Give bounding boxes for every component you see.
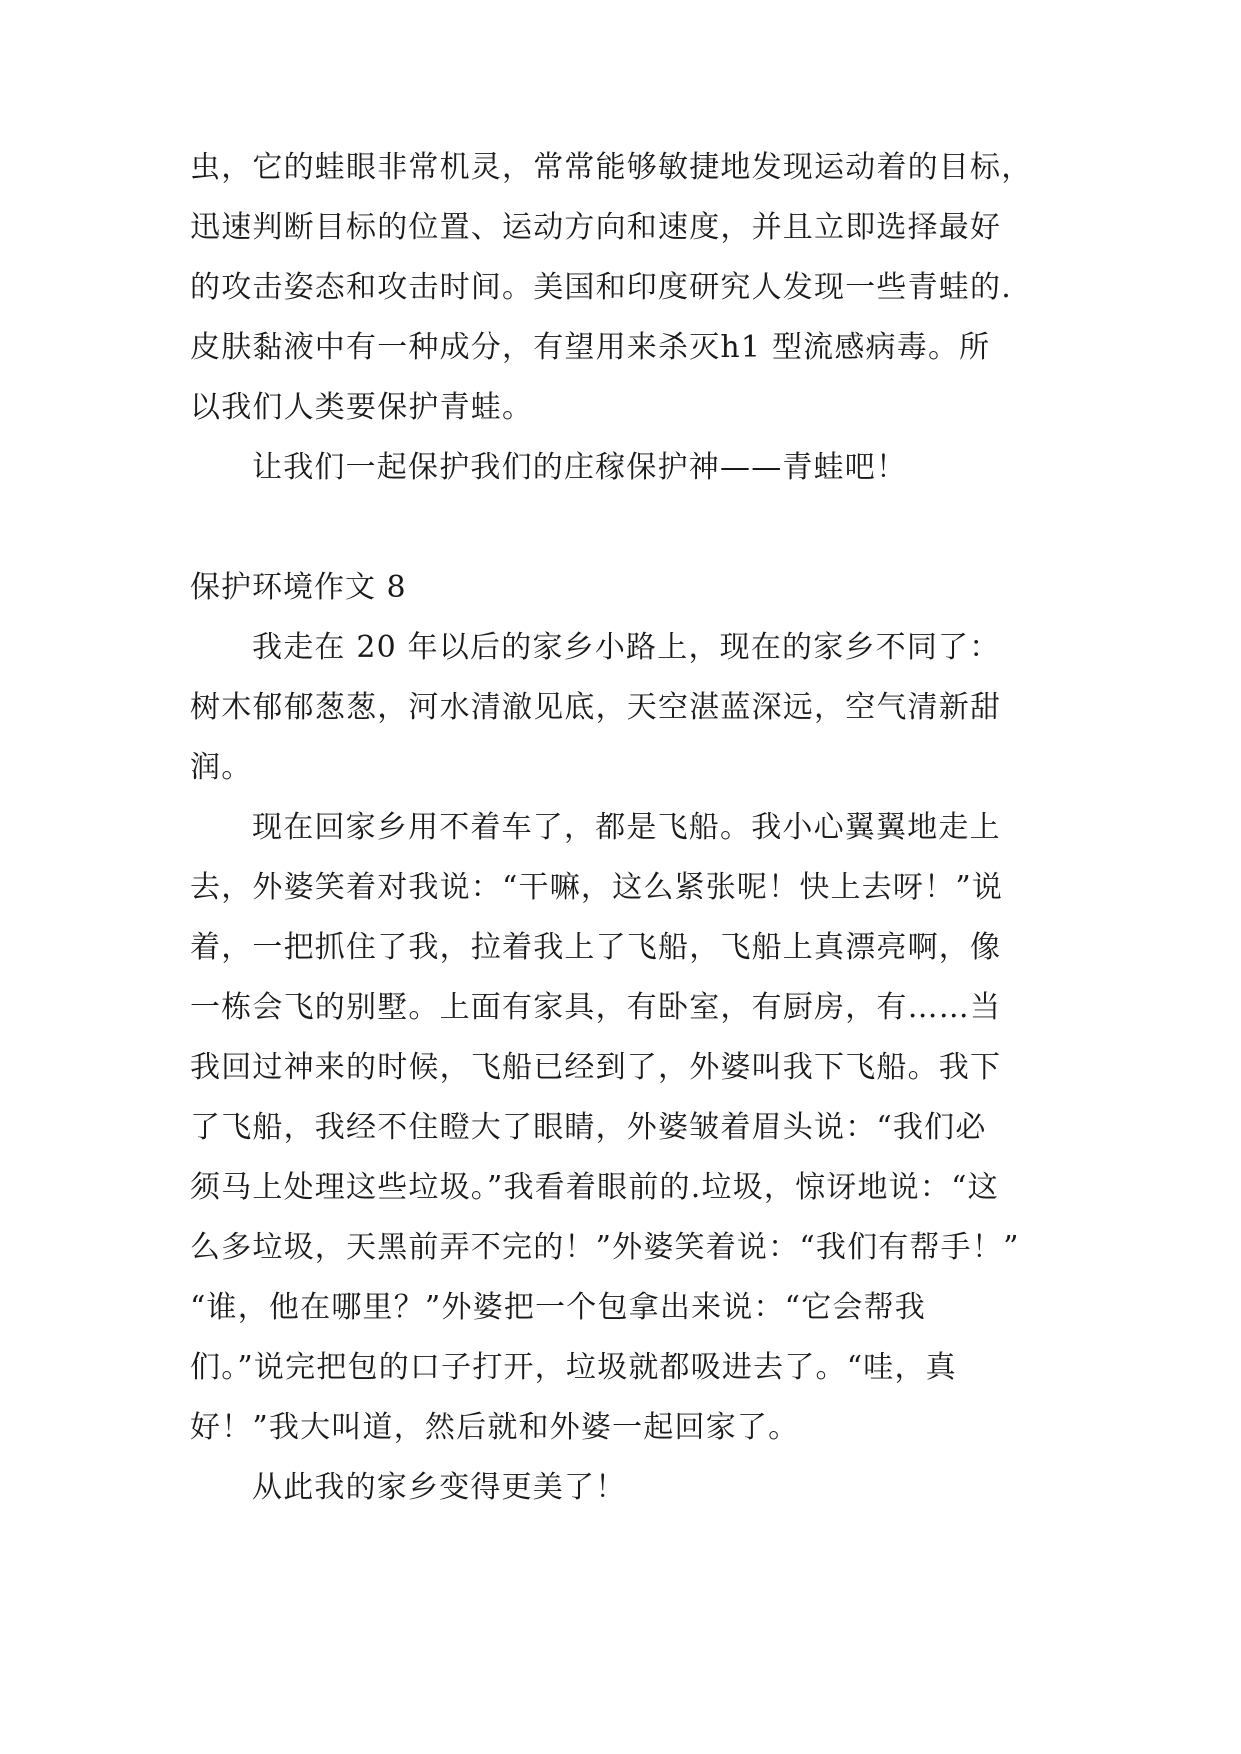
section-title: 保护环境作文 8	[190, 570, 407, 605]
paragraph-line: 以我们人类要保护青蛙。	[190, 390, 534, 425]
paragraph-line: 现在回家乡用不着车了，都是飞船。我小心翼翼地走上	[252, 810, 1001, 845]
paragraph-line: 我回过神来的时候，飞船已经到了，外婆叫我下飞船。我下	[190, 1050, 1002, 1085]
paragraph-line: 么多垃圾，天黑前弄不完的！”外婆笑着说：“我们有帮手！”	[190, 1230, 1020, 1265]
paragraph-line: 润。	[190, 750, 253, 785]
paragraph-line: “谁，他在哪里？”外婆把一个包拿出来说：“它会帮我	[190, 1290, 927, 1325]
paragraph-line: 一栋会飞的别墅。上面有家具，有卧室，有厨房，有……当	[190, 990, 1002, 1025]
paragraph-line: 从此我的家乡变得更美了！	[252, 1470, 627, 1505]
paragraph-line: 的攻击姿态和攻击时间。美国和印度研究人发现一些青蛙的.	[190, 270, 1012, 305]
paragraph-line: 好！”我大叫道，然后就和外婆一起回家了。	[190, 1410, 800, 1445]
paragraph-line: 我走在 20 年以后的家乡小路上，现在的家乡不同了：	[252, 630, 1001, 665]
paragraph-line: 虫，它的蛙眼非常机灵，常常能够敏捷地发现运动着的目标，	[190, 150, 1033, 185]
paragraph-line: 了飞船，我经不住瞪大了眼睛，外婆皱着眉头说：“我们必	[190, 1110, 987, 1145]
paragraph-line: 皮肤黏液中有一种成分，有望用来杀灭h1 型流感病毒。所	[190, 330, 991, 365]
paragraph-line: 树木郁郁葱葱，河水清澈见底，天空湛蓝深远，空气清新甜	[190, 690, 1002, 725]
closing-line: 让我们一起保护我们的庄稼保护神——青蛙吧！	[252, 450, 908, 485]
paragraph-line: 须马上处理这些垃圾。”我看着眼前的.垃圾，惊讶地说：“这	[190, 1170, 999, 1205]
paragraph-line: 着，一把抓住了我，拉着我上了飞船，飞船上真漂亮啊，像	[190, 930, 1002, 965]
paragraph-line: 迅速判断目标的位置、运动方向和速度，并且立即选择最好	[190, 210, 1002, 245]
paragraph-line: 们。”说完把包的口子打开，垃圾就都吸进去了。“哇，真	[190, 1350, 957, 1385]
paragraph-line: 去，外婆笑着对我说：“干嘛，这么紧张呢！快上去呀！”说	[190, 870, 1004, 905]
